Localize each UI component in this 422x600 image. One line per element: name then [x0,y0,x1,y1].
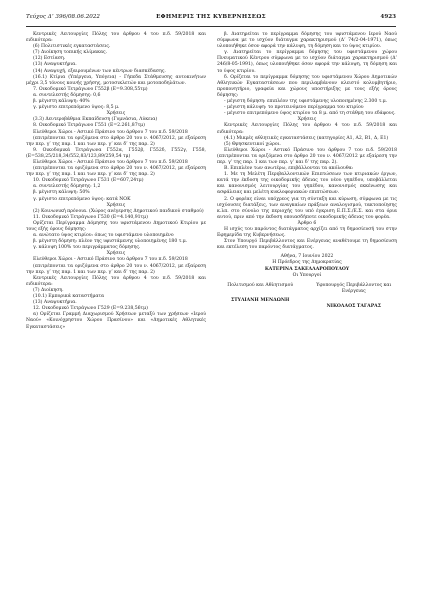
paragraph: (14) Αναψυχή, εξαιρουμένων των κέντρων διασκέδασης. [33,68,166,74]
left-column [26,32,206,331]
paragraph: Ελεύθεροι Χώροι - Αστικό Πράσινο του άρθρου 7 του π.δ. 59/2018 [33,129,188,135]
minister-title: Υφυπουργός Περιβάλλοντος και Ενέργειας [316,282,392,294]
paragraph: β. μέγιστη δόμηση: πλέον της υφιστάμενης υλοποιημένης 180 τ.μ. [33,239,188,245]
uses-heading: Χρήσεις [106,251,126,257]
paragraph: β. μέγιστη κάλυψη: 40% [33,99,90,105]
paragraph: (7) Διοίκηση τοπικής κλίμακας. [33,50,108,56]
page-number: 4923 [380,14,396,20]
president-role: Η Πρόεδρος της Δημοκρατίας [272,260,342,266]
block-heading: 10. Οικοδομικό Τετράγωνο Γ531 (Ε=607,24τμ) [33,178,144,184]
block-heading: 9. Οικοδομικά Τετράγωνα Γ552α, Γ552β, Γ552δ, Γ552γ, Γ558, (Ε=538,25/218,34/552,83/123,89/259,54 τμ) [26,147,206,159]
paragraph: (επιτρέπονται τα οριζόμενα στο άρθρο 20 του ν. 4067/2012, με εξαίρεση την περ. γ’ της παρ. 1 και των περ. γ’ και δ’ της παρ. 2) [26,166,206,178]
paragraph: (2) Κοινωνική πρόνοια. (Χώρος ανέγερσης Δημοτικού παιδικού σταθμού) [33,208,204,214]
ministers-heading: Οι Υπουργοί [292,272,322,278]
block-heading: 11. Οικοδομικό Τετράγωνο Γ530 (Ε=4.140,91τμ) [33,214,148,220]
paragraph: α) Ορίζεται Γραμμή Διαχωρισμού Χρήσεων μεταξύ των χρήσεων «Ιερού Ναού» «Κοινόχρηστου Χώρου Πρασίνου» και «Δημοτικές Αθλητικές Εγκαταστάσεις» [26,312,206,330]
uses-heading: Χρήσεις [106,202,126,208]
paragraph: Ελεύθεροι Χώροι - Αστικό Πράσινο του άρθρου 7 του π.δ. 59/2018 (επιτρέπονται τα οριζόμενα στο άρθρο 20 του ν. 4067/2012 με εξαίρεση την περ. γ’ της παρ. 1 και των περ. γ’ και δ’ της παρ. 2). [217,147,397,165]
signature-block [217,254,397,310]
paragraph: (6) Πολιτιστικές εγκαταστάσεις. [33,44,111,50]
paragraph: 1. Με τη Μελέτη Περιβαλλοντικών Επιπτώσεων των κτιριακών έργων, κατά την έκδοση της οικοδομικής άδειας του νέου γηπέδου, υποβάλλεται και κανονισμός λειτουργίας του γηπέδου, κανονισμός εκκένωσης και ασφάλειας και μελέτη κυκλοφοριακών επιπτώσεων. [217,172,397,196]
paragraph: Κεντρικές Λειτουργίες Πόλης του άρθρου 4 του π.δ. 59/2018 και ειδικότερα: [26,275,206,287]
paragraph: Κεντρικές Λειτουργίες Πόλης του άρθρου 4 του π.δ. 59/2018 και ειδικότερα: [217,123,397,135]
block-heading: 12. Οικοδομικό Τετράγωνο Γ529 (Ε=9.238,56τμ) [33,306,148,312]
paragraph: - μέγιστη κάλυψη: το προτεινόμενο περίγραμμα του κτιρίου [224,105,364,111]
paragraph: - μέγιστο επιτρεπόμενο ύψος κτιρίου τα 8 μ. από τη στάθμη του εδάφους. [224,111,396,117]
paragraph: (12) Εστίαση. [33,56,66,62]
paragraph: (10.1) Εμπορικά καταστήματα [33,294,105,300]
paragraph: γ. Διατηρείται το περίγραμμα δόμησης του υφιστάμενου χώρου Πνευματικού Κέντρου σύμφωνα με το ισχύον διάταγμα χαρακτηρισμού (Δ’ 246/8-05-1991), όπως υλοποιήθηκε όσον αφορά την κάλυψη, τη δόμηση και το ύψος κτιρίου. [217,50,397,74]
block-heading: 8. Οικοδομικό Τετράγωνο Γ551 (Ε=2.261,87τμ) [33,123,145,129]
paragraph: Ελεύθεροι Χώροι - Αστικό Πράσινο του άρθρου 7 του π.δ. 59/2018 [33,159,188,165]
uses-heading: Χρήσεις [106,111,126,117]
paragraph: α. συντελεστής δόμησης: 0,6 [33,92,101,98]
paragraph: Ελεύθεροι Χώροι - Αστικό Πράσινο του άρθρου 7 του π.δ. 59/2018 [33,257,188,263]
paragraph: γ. κάλυψη 100% του περιγράμματος δόμησης. [33,245,141,251]
place-date: Αθήνα, 7 Ιουνίου 2022 [280,254,334,260]
paragraph: (13) Αναψυκτήρια. [33,300,77,306]
paragraph: β. Διατηρείται το περίγραμμα δόμησης του υφιστάμενου Ιερού Ναού σύμφωνα με το ισχύον διάταγμα χαρακτηρισμού (Δ’ 74/2-04-1971), όπως υλοποιήθηκε όσον αφορά την κάλυψη, τη δόμηση και το ύψος κτιρίου. [217,32,397,50]
paragraph: 2. Ο φορέας είναι υπόχρεος για τη σύνταξη και κύρωση, σύμφωνα με τις ισχύουσες διατάξεις, των αναγκαίων πράξεων αναλογισμού, τακτοποίησης κ.λπ. στο σύνολο της περιοχής του υπό έγκριση Ε.Π.Σ./Ε.Σ. και στα όρια αυτού, πριν από την έκδοση οποιασδήποτε οικοδομικής άδειας του φορέα. [217,196,397,220]
president-name: ΚΑΤΕΡΙΝΑ ΣΑΚΕΛΛΑΡΟΠΟΥΛΟΥ [264,266,350,272]
paragraph: (5) Θρησκευτικοί χώροι. [224,141,281,147]
right-column [217,32,397,310]
uses-heading: Χρήσεις [297,117,317,123]
block-heading: 7. Οικοδομικό Τετράγωνο Γ552β (Ε=9.308,55τμ) [33,86,148,92]
paragraph: (7) Διοίκηση. [33,287,64,293]
paragraph: - μέγιστη δόμηση: επιπλέον της υφιστάμενης υλοποιημένης 2.300 τ.μ. [224,99,388,105]
minister-signature [217,283,303,310]
paragraph: (επιτρέπονται τα οριζόμενα στο άρθρο 20 του ν. 4067/2012, με εξαίρεση την περ. γ’ της παρ. 1 και των περ. γ’ και δ’ της παρ. 2) [26,135,206,147]
paragraph: α. ανώτατο ύψος κτιρίου: όπως το υφιστάμενο υλοποιημένο [33,233,174,239]
paragraph: δ. Ορίζεται το περίγραμμα δόμησης του υφιστάμενου Χώρου Δημοτικών Αθλητικών Εγκαταστάσεων που περιλαμβάνουν κλειστό κολυμβητήριο, προπονητήριο, γραφεία και χώρους υποστήριξης με τους εξής όρους δόμησης: [217,74,397,98]
paragraph: Στον Υπουργό Περιβάλλοντος και Ενέργειας αναθέτουμε τη δημοσίευση και εκτέλεση του παρόντος διατάγματος. [217,239,397,251]
paragraph: Η ισχύς του παρόντος διατάγματος αρχίζει από τη δημοσίευσή του στην Εφημερίδα της Κυβερνήσεως. [217,227,397,239]
issue-label: Τεύχος Δ’ 396/08.06.2022 [26,14,100,20]
paragraph: (13) Αναψυκτήρια. [33,62,77,68]
article-heading: Άρθρο 6 [297,220,317,226]
paragraph: Β. Επιπλέον των ανωτέρω, επιβάλλονται τα ακόλουθα: [224,166,354,172]
paragraph: (16.1) Κτίρια (Υπέργεια, Υπόγεια) - Γήπεδα Στάθμευσης αυτοκινήτων μέχρι 3,5 τόνους κοινής χρήσης, μοτοσικλετών και μοτοποδηλάτων. [26,74,206,86]
paragraph: (επιτρέπονται τα οριζόμενα στο άρθρο 20 του ν. 4067/2012, με εξαίρεση την περ. γ’ της παρ. 1 και των περ. γ’ και δ’ της παρ. 2) [26,263,206,275]
paragraph: γ. μέγιστο επιτρεπόμενο ύψος: 8,5 μ. [33,105,120,111]
paragraph: (4.1) Μικρές αθλητικές εγκαταστάσεις (κατηγορίες Α1, Α2, Β1, Δ, Ε1) [224,135,389,141]
minister-name: ΣΤΥΛΙΑΝΗ ΜΕΝΔΩΝΗ [231,297,290,303]
paragraph: α. συντελεστής δόμησης: 1,2 [33,184,101,190]
paragraph: β. μέγιστη κάλυψη: 50% [33,190,90,196]
paragraph: Ορίζεται Περίγραμμα Δόμησης του υφιστάμενου Δημοτικού Κτιρίου με τους εξής όρους δόμησης: [26,220,206,232]
ministers-signatures [217,283,397,310]
minister-name: ΝΙΚΟΛΑΟΣ ΤΑΓΑΡΑΣ [326,303,381,309]
minister-title: Πολιτισμού και Αθλητισμού [227,282,294,288]
minister-signature [311,283,397,310]
gazette-title: ΕΦΗΜΕΡΙΣ ΤΗΣ ΚΥΒΕΡΝΗΣΕΩΣ [156,14,266,20]
paragraph: γ. μέγιστο επιτρεπόμενο ύψος: κατά ΝΟΚ [33,196,131,202]
paragraph: Κεντρικές Λειτουργίες Πόλης του άρθρου 4 του π.δ. 59/2018 και ειδικότερα: [26,32,206,44]
paragraph: (3.3) Δευτεροβάθμια Εκπαίδευση (Γυμνάσια, Λύκεια) [33,117,158,123]
page-header [26,12,396,27]
